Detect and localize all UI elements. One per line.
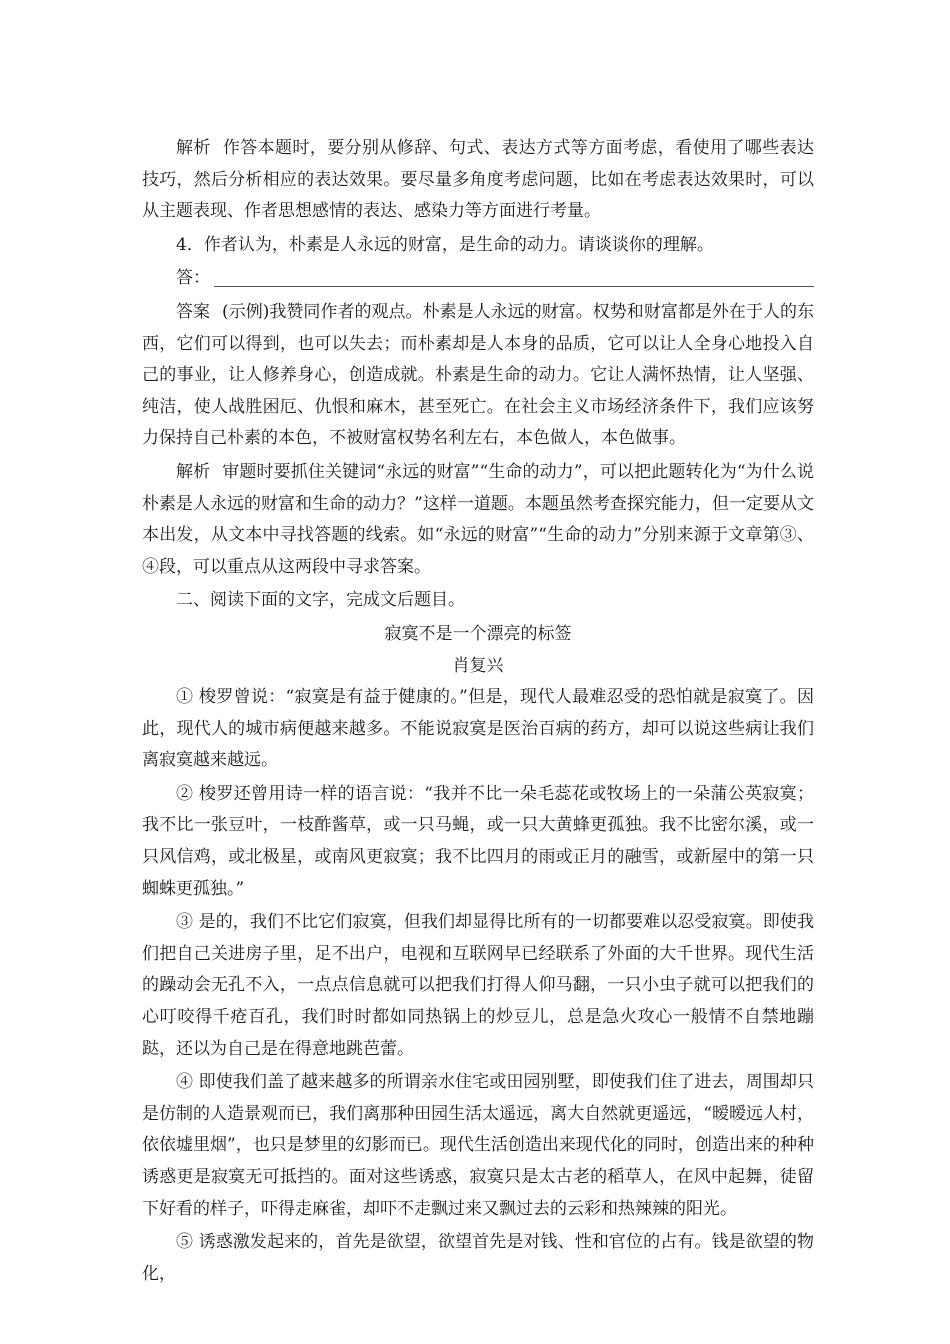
analysis-text: 作答本题时，要分别从修辞、句式、表达方式等方面考虑，看使用了哪些表达技巧，然后分析相应的表达效果。要尽量多角度考虑问题，比如在考虑表达效果时，可以从主题表现、作者思想感情的表达、感染力等方面进行考量。 bbox=[142, 138, 815, 222]
analysis-paragraph-2 bbox=[142, 457, 814, 583]
question-4: 4．作者认为，朴素是人永远的财富，是生命的动力。请谈谈你的理解。 bbox=[176, 234, 714, 255]
analysis-label: 解析 bbox=[176, 138, 211, 158]
analysis-label: 解析 bbox=[176, 461, 211, 482]
analysis-paragraph-1 bbox=[142, 133, 814, 228]
answer-paragraph bbox=[142, 297, 814, 455]
article-paragraph-1: ① 梭罗曾说：“寂寞是有益于健康的。”但是，现代人最难忍受的恐怕就是寂寞了。因此，现代人的城市病便越来越多。不能说寂寞是医治百病的药方，却可以说这些病让我们离寂寞越来越远。 bbox=[142, 687, 814, 771]
article-paragraph-5: ⑤ 诱惑激发起来的，首先是欲望，欲望首先是对钱、性和官位的占有。钱是欲望的物化， bbox=[142, 1232, 814, 1284]
answer-text: (示例)我赞同作者的观点。朴素是人永远的财富。权势和财富都是外在于人的东西，它们可以得到，也可以失去；而朴素却是人本身的品质，它可以让人全身心地投入自己的事业，让人修养身心，创造成就。朴素是生命的动力。它让人满怀热情，让人坚强、纯洁，使人战胜困厄、仇恨和麻木，甚至死亡。在社会主义市场经济条件下，我们应该努力保持自己朴素的本色，不被财富权势名利左右，本色做人，本色做事。 bbox=[142, 301, 815, 449]
answer-prompt-label: 答： bbox=[176, 268, 210, 289]
section-heading: 二、阅读下面的文字，完成文后题目。 bbox=[176, 590, 465, 611]
analysis-text: 审题时要抓住关键词“永远的财富”“生命的动力”，可以把此题转化为“为什么说朴素是人永远的财富和生命的动力？”这样一道题。本题虽然考查探究能力，但一定要从文本出发，从文本中寻找答题的线索。如“永远的财富”“生命的动力”分别来源于文章第③、④段，可以重点从这两段中寻求答案。 bbox=[142, 461, 815, 577]
article-paragraph-3: ③ 是的，我们不比它们寂寞，但我们却显得比所有的一切都要难以忍受寂寞。即使我们把自己关进房子里，足不出户，电视和互联网早已经联系了外面的大千世界。现代生活的躁动会无孔不入，一点点信息就可以把我们打得人仰马翻，一只小虫子就可以把我们的心叮咬得千疮百孔，我们时时都如同热锅上的炒豆儿，总是急火攻心一般情不自禁地蹦跶，还以为自己是在得意地跳芭蕾。 bbox=[142, 912, 814, 1059]
article-title: 寂寞不是一个漂亮的标签 bbox=[384, 623, 572, 644]
article-paragraph-2: ② 梭罗还曾用诗一样的语言说：“我并不比一朵毛蕊花或牧场上的一朵蒲公英寂寞；我不比一张豆叶，一枝酢酱草，或一只马蝇，或一只大黄蜂更孤独。我不比密尔溪，或一只风信鸡，或北极星，或南风更寂寞；我不比四月的雨或正月的融雪，或新屋中的第一只蜘蛛更孤独。” bbox=[142, 783, 814, 899]
article-paragraph-4: ④ 即使我们盖了越来越多的所谓亲水住宅或田园别墅，即使我们住了进去，周围却只是仿制的人造景观而已，我们离那种田园生活太遥远，离大自然就更遥远，“暧暧远人村，依依墟里烟”，也只是梦里的幻影而已。现代生活创造出来现代化的同时，创造出来的种种诱惑更是寂寞无可抵挡的。面对这些诱惑，寂寞只是太古老的稻草人，在风中起舞，徒留下好看的样子，吓得走麻雀，却吓不走飘过来又飘过去的云彩和热辣辣的阳光。 bbox=[142, 1072, 814, 1219]
answer-prompt-row bbox=[142, 263, 814, 295]
answer-blank-line bbox=[214, 286, 814, 287]
document-page bbox=[142, 133, 814, 1290]
answer-label: 答案 bbox=[176, 301, 211, 322]
article-author: 肖复兴 bbox=[452, 655, 504, 676]
